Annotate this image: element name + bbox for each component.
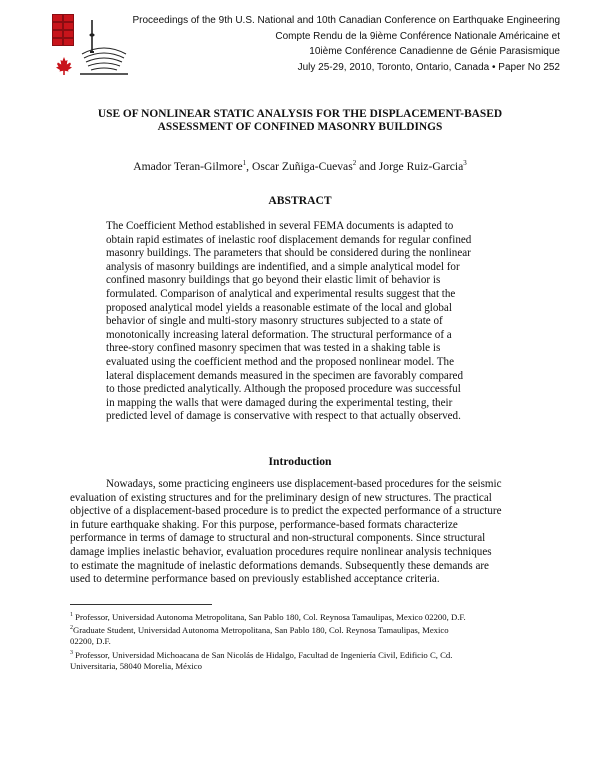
abstract-line: obtain rapid estimates of inelastic roof displacement demands for regular confined (106, 233, 472, 246)
author-affiliation-mark: 2 (352, 159, 357, 167)
footnote-text: Graduate Student, Universidad Autonoma Metropolitana, San Pablo 180, Col. Reynosa Tamaulipas, Mexico (73, 625, 449, 636)
conference-line: July 25-29, 2010, Toronto, Ontario, Canada • Paper No 252 (297, 61, 560, 73)
author-name: Oscar Zuñiga-Cuevas (251, 160, 353, 173)
abstract-line: The Coefficient Method established in several FEMA documents is adapted to (106, 220, 454, 232)
introduction-line: in future earthquake shaking. For this purpose, performance-based formats characterize (70, 518, 458, 531)
introduction-heading: Introduction (268, 455, 332, 468)
abstract-line: monotonically increasing lateral deformation. The structural performance of a (106, 328, 452, 341)
conference-line: 10ième Conférence Canadienne de Génie Parasismique (309, 46, 560, 57)
abstract-line: lateral displacement demands measured in the specimen are favorably compared (106, 369, 464, 382)
footnote-divider (70, 604, 212, 605)
author-affiliation-mark: 3 (463, 159, 467, 167)
footnote-continuation: Universitaria, 58040 Morelia, México (70, 660, 202, 671)
abstract-line: formulated. Comparison of analytical and experimental results suggest that the (106, 287, 456, 300)
paper-title (40, 108, 560, 134)
introduction-line: evaluation of existing structures and for the preliminary design of new structures. The practical (70, 491, 492, 504)
author-name: Amador Teran-Gilmore (133, 160, 243, 173)
introduction-line: used to determine performance based on previously established acceptance criteria. (70, 573, 440, 586)
introduction-line: to estimate the magnitude of inelastic deformations demands. Subsequently these demands are (70, 559, 489, 572)
canada-maple-leaf-icon (54, 56, 74, 76)
abstract-line: masonry buildings. The parameters that should be considered during the nonlinear (106, 247, 471, 260)
footnote (70, 610, 540, 623)
footnote-mark: 1 (70, 612, 73, 618)
conference-header (120, 13, 560, 75)
author-list (40, 159, 560, 173)
introduction-line: damage implies inelastic behavior, evaluation procedures require nonlinear analysis techniques (70, 545, 492, 558)
title-line: USE OF NONLINEAR STATIC ANALYSIS FOR THE DISPLACEMENT-BASED (97, 108, 503, 120)
introduction-line: objective of a displacement-based procedure is to predict the expected performance of a structure (70, 505, 502, 518)
eeri-logo-icon (52, 14, 74, 48)
footnote-text: Professor, Universidad Michoacana de San Nicolás de Hidalgo, Facultad de Ingeniería Civil, Edificio C, Cd. (75, 649, 453, 660)
footnote (70, 648, 540, 661)
abstract-line: in mapping the walls that were damaged during the experimental testing, their (106, 396, 453, 409)
footnote-text: Professor, Universidad Autonoma Metropolitana, San Pablo 180, Col. Reynosa Tamaulipas, Mexico 02200, D.F. (75, 612, 466, 622)
abstract-line: analysis of masonry buildings are indentified, and a simple analytical model for (106, 260, 460, 273)
footnote-continuation: 02200, D.F. (70, 636, 111, 647)
abstract-line: evaluated using the coefficient method and the proposed nonlinear model. The (106, 355, 455, 368)
abstract-line: confined masonry buildings that go beyond their elastic limit of behavior is (106, 274, 441, 287)
abstract-heading: ABSTRACT (268, 194, 332, 207)
introduction-body (70, 478, 532, 587)
abstract-body (106, 220, 496, 424)
footnotes (70, 610, 540, 672)
author-name: Jorge Ruiz-Garcia (378, 160, 464, 173)
abstract-line: proposed analytical model yields a reasonable estimate of the local and global (106, 301, 452, 314)
footnote (70, 623, 540, 636)
title-line: ASSESSMENT OF CONFINED MASONRY BUILDINGS (157, 121, 443, 133)
introduction-line: Nowadays, some practicing engineers use displacement-based procedures for the seismic (106, 478, 502, 490)
introduction-line: performance in terms of damage to structural and non-structural components. Since structural (70, 532, 486, 545)
author-separator: , (246, 160, 252, 173)
conference-logos (52, 14, 130, 82)
abstract-line: behavior of single and multi-story masonry structures subjected to a state of (106, 315, 443, 328)
author-separator: and (356, 160, 379, 173)
footnote-mark: 3 (70, 649, 73, 656)
abstract-line: three-story confined masonry specimen that was tested in a shaking table is (106, 342, 441, 355)
abstract-line: predicted level of damage is conservative with respect to that actually observed. (106, 410, 461, 423)
conference-line: Proceedings of the 9th U.S. National and 10th Canadian Conference on Earthquake Engineering (132, 15, 560, 26)
footnote-mark: 2 (70, 625, 73, 632)
author-affiliation-mark: 1 (242, 159, 247, 167)
abstract-line: to those predicted analytically. Although the proposed procedure was successful (106, 383, 461, 396)
conference-line: Compte Rendu de la 9ième Conférence Nationale Américaine et (275, 30, 560, 42)
